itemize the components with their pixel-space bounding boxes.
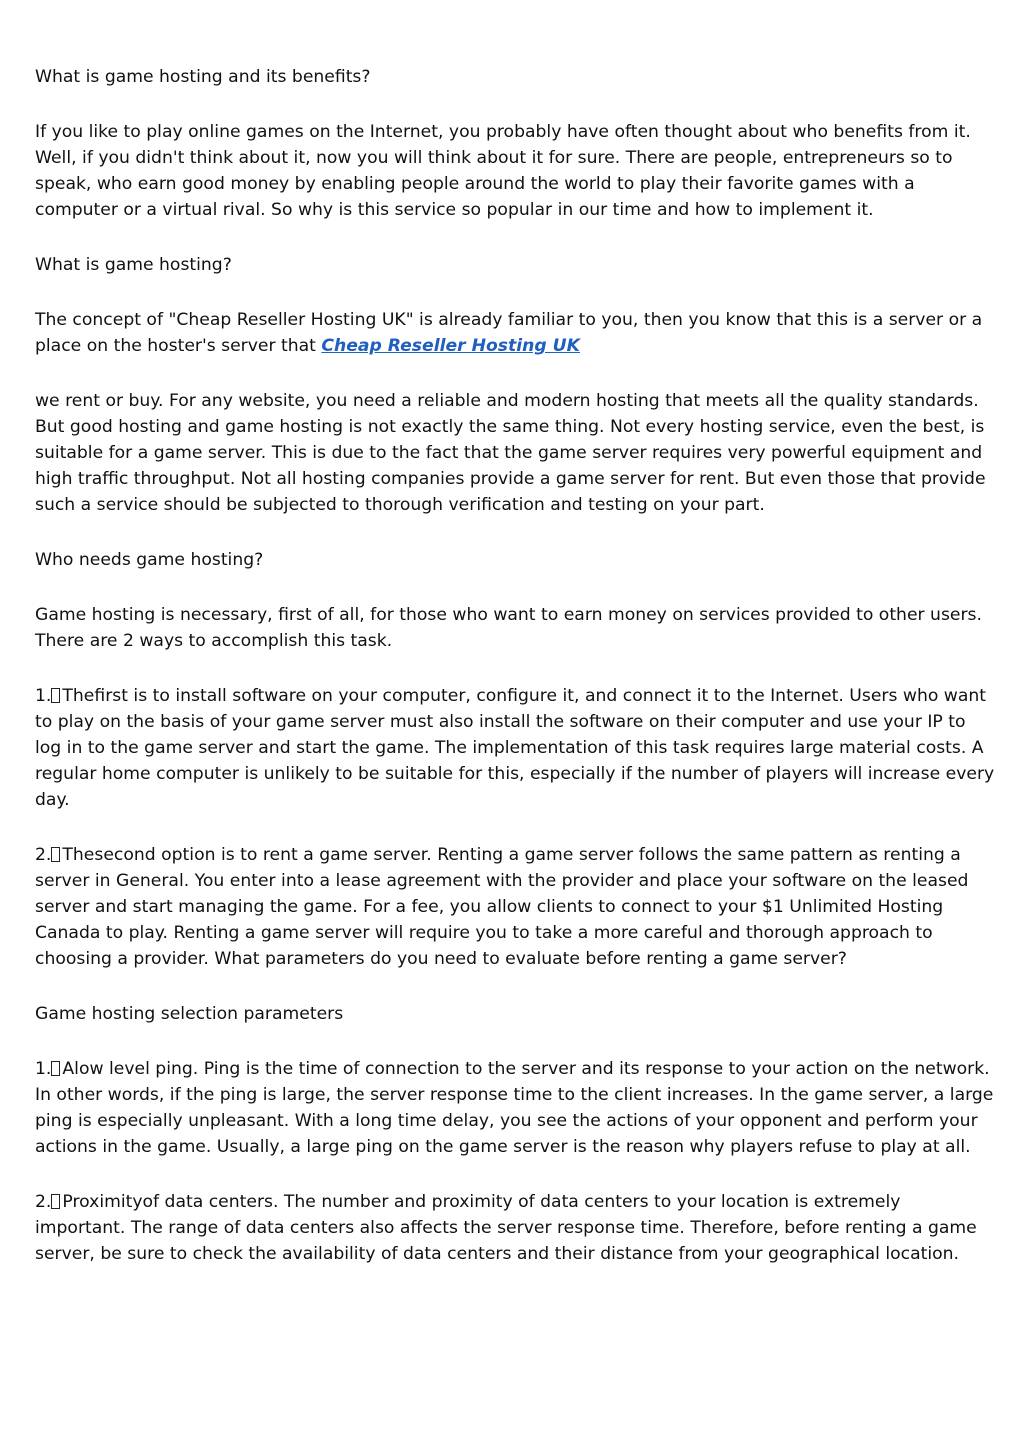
ways-paragraph: Game hosting is necessary, first of all, for those who want to earn money on services provided to other users. There are 2 ways to accomplish this task.	[35, 605, 982, 651]
concept-text: The concept of "Cheap Reseller Hosting UK" is already familiar to you, then you know that this is a server or a place on the hoster's server that	[35, 310, 983, 356]
list-number: 2.	[35, 845, 52, 865]
intro-paragraph: If you like to play online games on the Internet, you probably have often thought about who benefits from it. Well, if you didn't think about it, now you will think about it for sure. There are people, entrepreneurs so to speak, who earn good money by enabling people around the world to play their favorite games with a computer or a virtual rival. So why is this service so popular in our time and how to implement it.	[35, 122, 971, 220]
list-number: 1.	[35, 686, 52, 706]
list-item-text: Proximityof data centers. The number and proximity of data centers to your location is extremely important. The range of data centers also affects the server response time. Therefore, before renting a game server, be sure to check the availability of data centers and their distance from your geographical location.	[35, 1192, 977, 1264]
list-item-text: Thefirst is to install software on your computer, configure it, and connect it to the Internet. Users who want to play on the basis of your game server must also install the software on their computer and use your IP to log in to the game server and start the game. The implementation of this task requires large material costs. A regular home computer is unlikely to be suitable for this, especially if the number of players will increase every day.	[35, 686, 995, 810]
missing-glyph-icon	[51, 688, 60, 703]
list-number: 2.	[35, 1192, 52, 1212]
list-number: 1.	[35, 1059, 52, 1079]
heading-game-hosting-benefits: What is game hosting and its benefits?	[35, 67, 371, 87]
missing-glyph-icon	[51, 1194, 60, 1209]
missing-glyph-icon	[51, 1061, 60, 1076]
missing-glyph-icon	[51, 847, 60, 862]
list-item-text: Thesecond option is to rent a game server. Renting a game server follows the same pattern as renting a server in General. You enter into a lease agreement with the provider and place your software on the leased server and start managing the game. For a fee, you allow clients to connect to your $1 Unlimited Hosting Canada to play. Renting a game server will require you to take a more careful and thorough approach to choosing a provider. What parameters do you need to evaluate before renting a game server?	[35, 845, 969, 969]
list-item	[35, 842, 995, 972]
list-item	[35, 1189, 995, 1267]
list-item	[35, 1056, 995, 1160]
concept-paragraph	[35, 307, 995, 359]
rent-or-buy-paragraph: we rent or buy. For any website, you need a reliable and modern hosting that meets all the quality standards. But good hosting and game hosting is not exactly the same thing. Not every hosting service, even the best, is suitable for a game server. This is due to the fact that the game server requires very powerful equipment and high traffic throughput. Not all hosting companies provide a game server for rent. But even those that provide such a service should be subjected to thorough verification and testing on your part.	[35, 391, 986, 515]
heading-who-needs-game-hosting: Who needs game hosting?	[35, 550, 264, 570]
list-item	[35, 683, 995, 813]
heading-what-is-game-hosting: What is game hosting?	[35, 255, 232, 275]
heading-selection-parameters: Game hosting selection parameters	[35, 1004, 344, 1024]
cheap-reseller-hosting-link[interactable]: Cheap Reseller Hosting UK	[321, 336, 580, 356]
document-body	[35, 64, 995, 1296]
list-item-text: Alow level ping. Ping is the time of connection to the server and its response to your action on the network. In other words, if the ping is large, the server response time to the client increases. In the game server, a large ping is especially unpleasant. With a long time delay, you see the actions of your opponent and perform your actions in the game. Usually, a large ping on the game server is the reason why players refuse to play at all.	[35, 1059, 994, 1157]
